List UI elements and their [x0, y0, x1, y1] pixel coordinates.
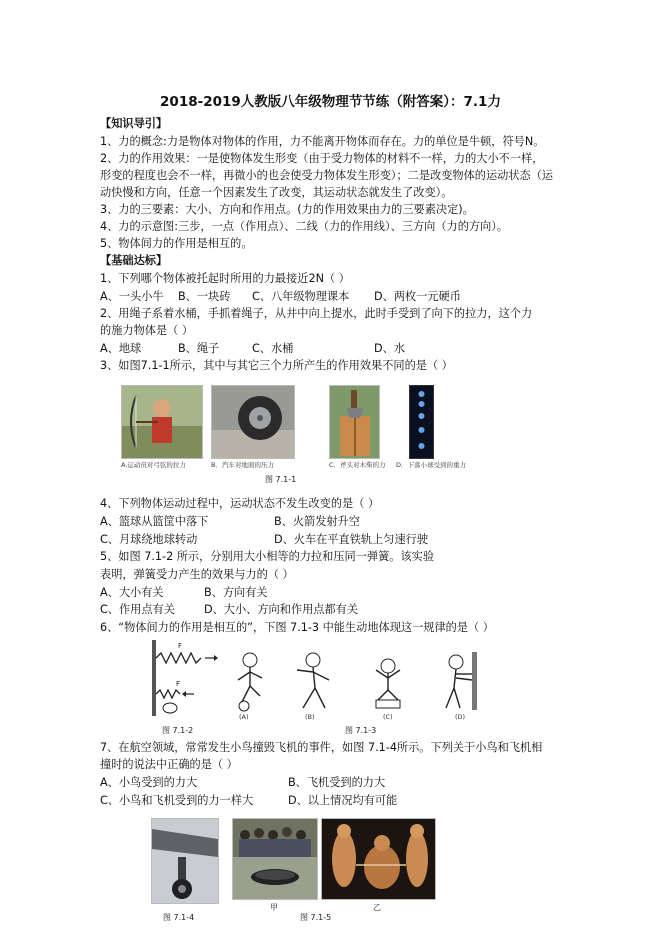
question-5-stem-cont: 表明，弹簧受力产生的效果与力的（ ）: [100, 568, 294, 581]
figure-push-wall: [440, 650, 480, 712]
photo-tug-sculpture: [321, 818, 436, 900]
photo-car-tire: [211, 385, 295, 459]
question-7-stem-cont: 撞时的说法中正确的是（ ）: [100, 758, 238, 771]
q1-option-a: A、一头小牛: [100, 290, 164, 303]
figure-kick-ball: [230, 650, 270, 712]
figure-label-7-1-3: 图 7.1-3: [345, 726, 377, 735]
knowledge-line: 1、力的概念:力是物体对物体的作用，力不能离开物体而存在。力的单位是牛顿，符号N。: [100, 135, 545, 148]
q5-option-b: B、方向有关: [204, 586, 268, 599]
question-2-stem-cont: 的施力物体是（ ）: [100, 324, 194, 337]
section-heading-knowledge: 【知识导引】: [100, 117, 168, 130]
knowledge-line: 动快慢和方向，任意一个因素发生了改变，其运动状态就发生了改变）。: [100, 186, 453, 199]
q4-option-d: D、火车在平直铁轨上匀速行驶: [274, 533, 429, 546]
q2-option-d: D、水: [374, 342, 405, 355]
knowledge-line: 3、力的三要素：大小、方向和作用点。(力的作用效果由力的三要素决定)。: [100, 203, 474, 216]
question-2-stem: 2、用绳子系着水桶，手抓着绳子，从井中向上提水，此时手受到了向下的拉力，这个力: [100, 307, 533, 320]
q4-option-c: C、月球绕地球转动: [100, 533, 198, 546]
q4-option-b: B、火箭发射升空: [274, 515, 360, 528]
letter-c: (C): [383, 713, 393, 721]
caption-b: B．汽车对地面的压力: [211, 461, 274, 469]
figure-sitting: [370, 656, 406, 712]
caption-c: C．斧头对木柴的力: [329, 461, 386, 469]
question-7-stem: 7、在航空领域，常常发生小鸟撞毁飞机的事件，如图 7.1-4所示。下列关于小鸟和飞机相: [100, 741, 543, 754]
figure-label: 图 7.1-1: [265, 475, 297, 484]
question-1-stem: 1、下列哪个物体被托起时所用的力最接近2N（ ）: [100, 272, 350, 285]
letter-b: (B): [305, 713, 315, 721]
figure-spring-diagram: [148, 638, 218, 718]
figure-label-7-1-5: 图 7.1-5: [300, 913, 332, 922]
figure-label-7-1-2: 图 7.1-2: [162, 726, 194, 735]
figure-throw: [293, 650, 333, 712]
q7-option-b: B、飞机受到的力大: [288, 776, 386, 789]
q5-option-a: A、大小有关: [100, 586, 164, 599]
caption-a: A.运动员对弓弦的拉力: [121, 461, 186, 469]
svg-text:F: F: [176, 680, 181, 688]
photo-axe-wood: [329, 385, 380, 459]
q1-option-b: B、一块砖: [178, 290, 231, 303]
question-3-stem: 3、如图7.1-1所示，其中与其它三个力所产生的作用效果不同的是（ ）: [100, 359, 453, 372]
q5-option-d: D、大小、方向和作用点都有关: [204, 603, 359, 616]
photo-falling-ball: [409, 385, 434, 459]
question-6-stem: 6、“物体间力的作用是相互的”，下图 7.1-3 中能生动地体现这一规律的是（ ）: [100, 621, 494, 634]
q5-option-c: C、作用点有关: [100, 603, 175, 616]
q7-option-a: A、小鸟受到的力大: [100, 776, 198, 789]
figure-label-7-1-4: 图 7.1-4: [163, 913, 195, 922]
knowledge-line: 形变的程度也会不一样，再微小的也会使受力物体发生形变）；二是改变物体的运动状态（运: [100, 169, 554, 182]
letter-a: (A): [239, 713, 249, 721]
svg-text:F: F: [178, 642, 183, 650]
question-4-stem: 4、下列物体运动过程中，运动状态不发生改变的是（ ）: [100, 497, 380, 510]
knowledge-line: 5、物体间力的作用是相互的。: [100, 237, 253, 250]
caption-d: D．下落小球受到的重力: [396, 461, 467, 469]
q2-option-a: A、地球: [100, 342, 142, 355]
page-title: 2018-2019人教版八年级物理节节练（附答案）：7.1力: [160, 94, 501, 110]
knowledge-line: 2、力的作用效果：一是使物体发生形变（由于受力物体的材料不一样，力的大小不一样，: [100, 152, 544, 165]
q2-option-c: C、水桶: [252, 342, 294, 355]
sub-label-jia: 甲: [270, 903, 278, 912]
q7-option-c: C、小鸟和飞机受到的力一样大: [100, 794, 254, 807]
section-heading-basic: 【基础达标】: [100, 254, 168, 267]
knowledge-line: 4、力的示意图:三步，一点（作用点）、二线（力的作用线）、三方向（力的方向）。: [100, 220, 509, 233]
q4-option-a: A、篮球从篮筐中落下: [100, 515, 209, 528]
q2-option-b: B、绳子: [178, 342, 220, 355]
q1-option-c: C、八年级物理课本: [252, 290, 350, 303]
q1-option-d: D、两枚一元硬币: [374, 290, 461, 303]
photo-archer: [121, 385, 203, 459]
photo-crowd-pot: [232, 818, 318, 900]
question-5-stem: 5、如图 7.1-2 所示，分别用大小相等的力拉和压同一弹簧。该实验: [100, 550, 435, 563]
q7-option-d: D、以上情况均有可能: [288, 794, 398, 807]
sub-label-yi: 乙: [373, 903, 381, 912]
letter-d: (D): [455, 713, 466, 721]
photo-airplane-damage: [151, 818, 219, 904]
